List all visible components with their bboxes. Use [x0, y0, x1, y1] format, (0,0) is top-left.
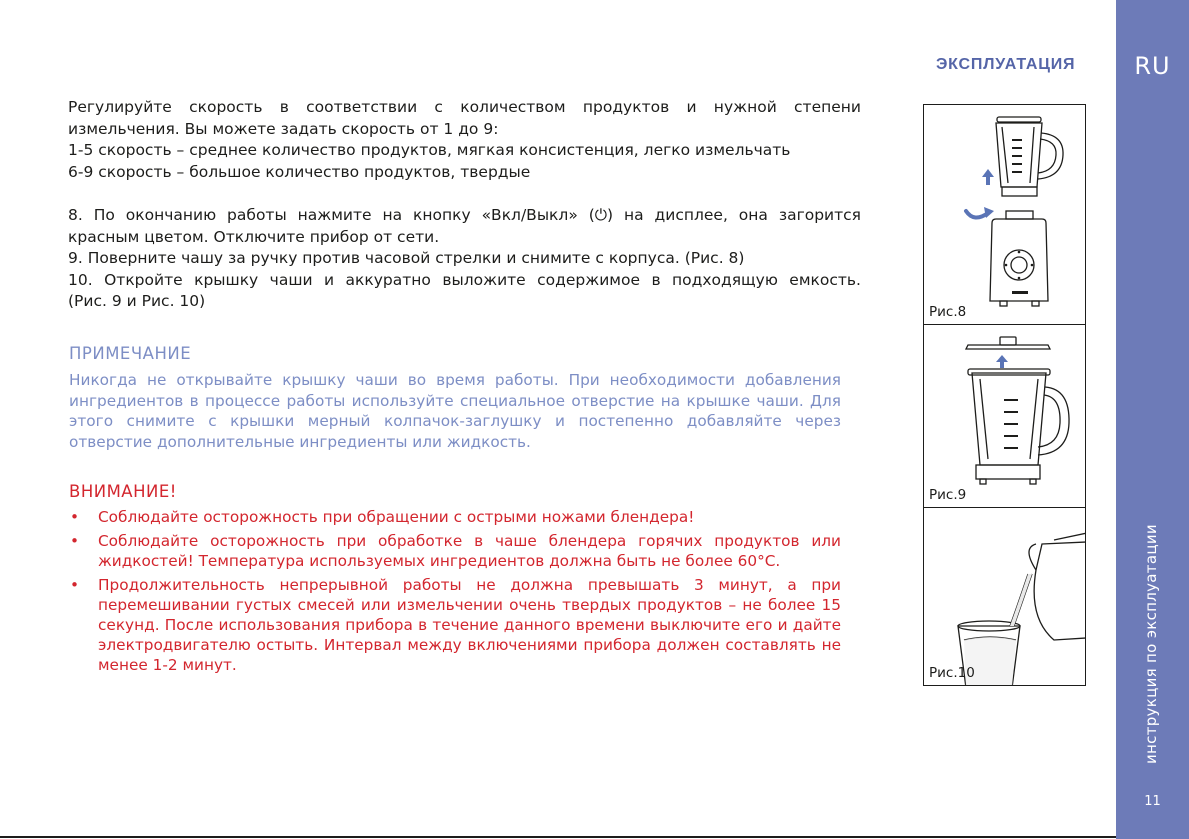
bullet-icon: • — [70, 508, 80, 526]
up-arrow-icon — [982, 169, 994, 185]
speed-line-3: 1-5 скорость – среднее количество продуктов, мягкая консистенция, легко измельчать — [68, 141, 791, 159]
step-8-line-2: красным цветом. Отключите прибор от сети. — [68, 227, 440, 246]
step-8-line-1: 8. По окончанию работы нажмите на кнопку «Вкл/Выкл» (⏻) на дисплее, она загорится — [68, 206, 861, 224]
up-arrow-icon — [996, 355, 1008, 368]
figure-9-caption: Рис.9 — [929, 487, 967, 503]
bullet-icon: • — [70, 532, 80, 550]
warning-title: ВНИМАНИЕ! — [69, 482, 177, 501]
warning-item-text: Соблюдайте осторожность при обработке в чаше блендера горячих продуктов или жидкостей! Температура используемых ингредиентов должна быть не более 60°C. — [98, 532, 841, 570]
sidebar-vertical-title: инструкция по эксплуатации — [1142, 524, 1160, 764]
warning-item — [69, 507, 841, 527]
rotate-arrow-icon — [966, 211, 988, 218]
speed-paragraph — [68, 97, 861, 183]
pour-contents-illustration — [924, 508, 1085, 685]
warning-item-text: Продолжительность непрерывной работы не должна превышать 3 минут, а при перемешивании густых смесей или измельчении очень твердых продуктов – не более 15 секунд. После использования прибора в течение данного времени выключите его и дайте электродвигателю остыть. Интервал между включениями прибора должен составлять не менее 1-2 минут. — [98, 576, 841, 674]
figure-8-caption: Рис.8 — [929, 304, 967, 320]
blender-remove-jug-illustration — [924, 105, 1085, 324]
steps-paragraph — [68, 205, 861, 313]
step-9: 9. Поверните чашу за ручку против часовой стрелки и снимите с корпуса. (Рис. 8) — [68, 249, 745, 267]
warning-item-text: Соблюдайте осторожность при обращении с острыми ножами блендера! — [98, 508, 695, 526]
warning-list — [69, 507, 841, 679]
warning-item — [69, 575, 841, 675]
speed-line-2: измельчения. Вы можете задать скорость от 1 до 9: — [68, 119, 499, 138]
step-10-line-2: (Рис. 9 и Рис. 10) — [68, 292, 206, 310]
warning-item — [69, 531, 841, 571]
blender-open-lid-illustration — [924, 325, 1085, 507]
note-text: Никогда не открывайте крышку чаши во время работы. При необходимости добавления ингредиентов в процессе работы используйте специальное отверстие на крышке чаши. Для этого снимите с крышки мерный колпачок-заглушку и постепенно добавляйте через отверстие дополнительные ингредиенты или жидкость. — [69, 371, 841, 451]
step-10-line-1: 10. Откройте крышку чаши и аккуратно выложите содержимое в подходящую емкость. — [68, 270, 861, 289]
note-title: ПРИМЕЧАНИЕ — [69, 344, 192, 363]
figure-10 — [923, 507, 1086, 686]
figure-10-caption: Рис.10 — [929, 665, 975, 681]
language-label: RU — [1134, 52, 1171, 80]
page-number: 11 — [1144, 794, 1161, 809]
bullet-icon: • — [70, 576, 80, 594]
figure-8 — [923, 104, 1086, 325]
figure-9 — [923, 324, 1086, 508]
speed-line-4: 6-9 скорость – большое количество продуктов, твердые — [68, 162, 531, 181]
section-title: ЭКСПЛУАТАЦИЯ — [936, 56, 1076, 73]
speed-line-1: Регулируйте скорость в соответствии с количеством продуктов и нужной степени — [68, 98, 861, 116]
bottom-rule — [0, 836, 1116, 838]
